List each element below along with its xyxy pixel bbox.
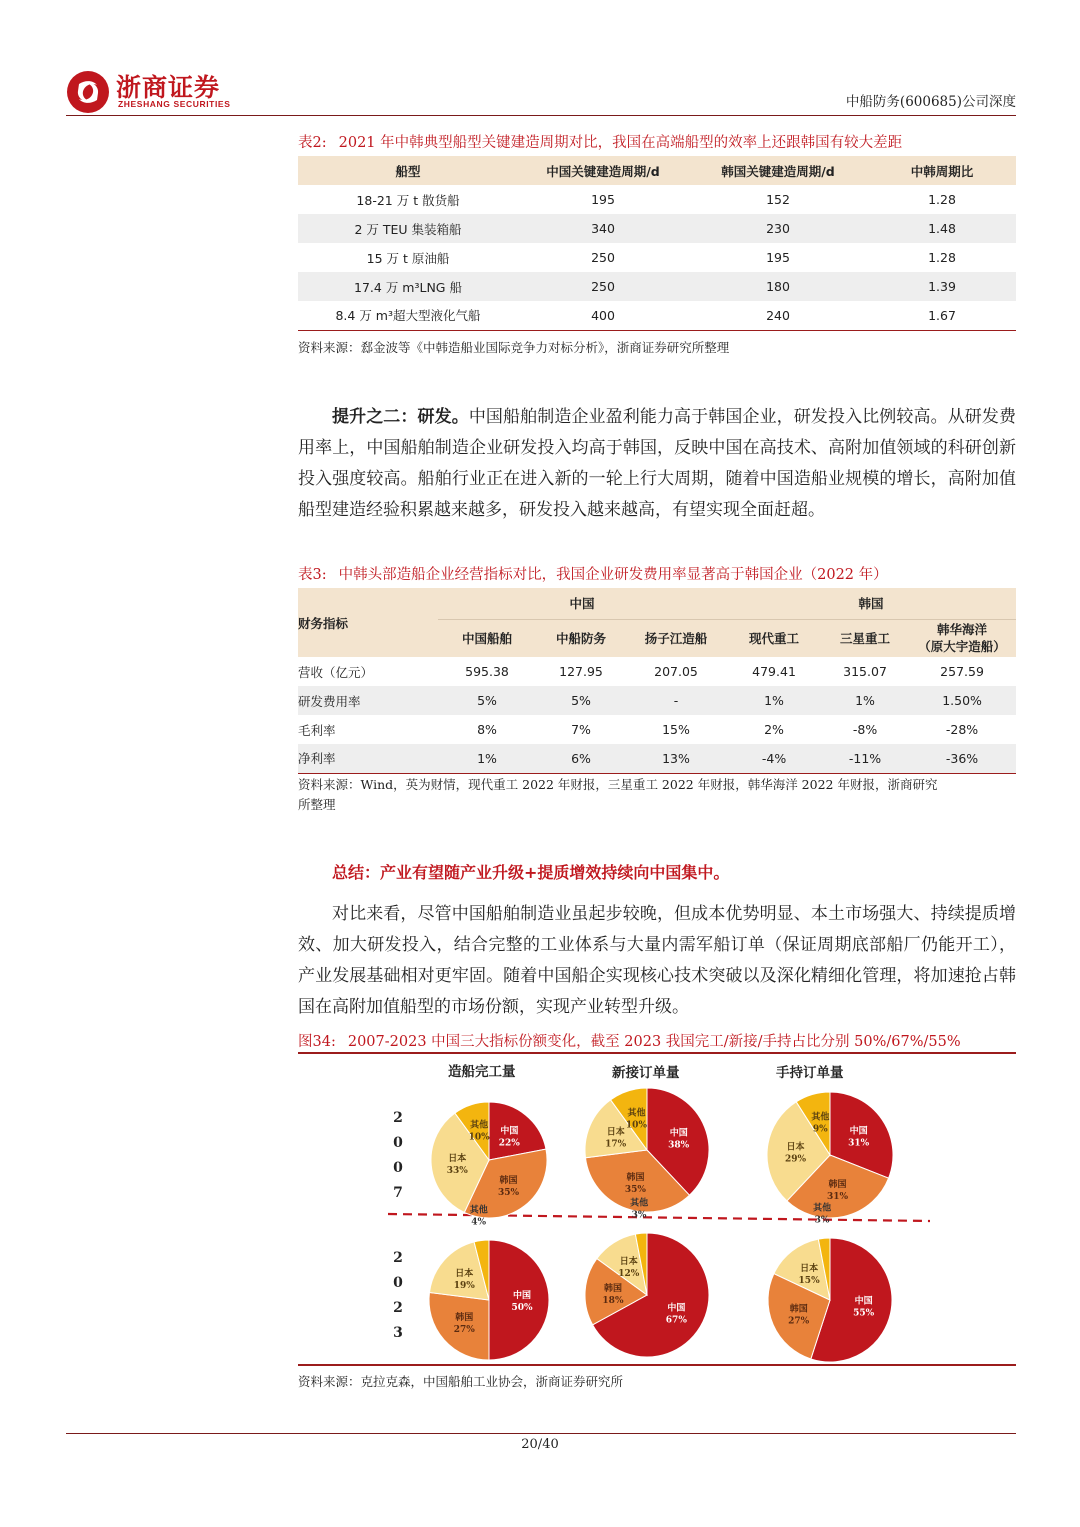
table-cell: 18-21 万 t 散货船 bbox=[356, 192, 460, 208]
source-line: 所整理 bbox=[298, 797, 336, 812]
pie-value-label: 35% bbox=[624, 1185, 646, 1196]
table-cell: 研发费用率 bbox=[298, 693, 361, 709]
pie-label: 韩国 bbox=[626, 1173, 645, 1184]
pie-label: 其他 bbox=[811, 1112, 830, 1123]
logo-text: 浙商证券 bbox=[116, 73, 221, 102]
table3-caption-number: 表3: bbox=[298, 567, 327, 583]
table-cell: 1.28 bbox=[928, 192, 956, 207]
pie-value-label: 27% bbox=[788, 1316, 810, 1327]
column-header: 扬子江造船 bbox=[644, 630, 708, 646]
table-cell: 257.59 bbox=[940, 664, 984, 679]
table-cell: 1.67 bbox=[928, 307, 956, 323]
column-header: 三星重工 bbox=[840, 630, 891, 646]
summary-paragraph: 对比来看，尽管中国船舶制造业虽起步较晚，但成本优势明显、本土市场强大、持续提质增效、加大研发投入，结合完整的工业体系与大量内需军船订单（保证周期底部船厂仍能开工），产业发展基础相对更牢固。随着中国船企实现核心技术突破以及深化精细化管理，将加速抢占韩国在高附加值船型的市场份额，实现产业转型升级。 bbox=[298, 904, 1016, 1017]
rd-text: 中国船舶制造企业盈利能力高于韩国企业，研发投入比例较高。从研发费用率上，中国船舶制造企业研发投入均高于韩国，反映中国在高技术、高附加值领域的科研创新投入强度较高。船舶行业正在进入新的一轮上行大周期，随着中国造船业规模的增长，高附加值船型建造经验积累越来越多，研发投入越来越高，有望实现全面赶超。 bbox=[298, 407, 1017, 520]
pie-label: 韩国 bbox=[828, 1179, 847, 1190]
pie-label: 中国 bbox=[500, 1126, 519, 1137]
pie-value-label: 10% bbox=[468, 1132, 490, 1143]
pie-value-label: 17% bbox=[605, 1139, 627, 1150]
pie-label: 日本 bbox=[800, 1264, 819, 1275]
pie-value-label: 15% bbox=[798, 1276, 820, 1287]
table-cell: 17.4 万 m³LNG 船 bbox=[354, 279, 462, 295]
row-header: 财务指标 bbox=[298, 615, 349, 631]
pie-label: 中国 bbox=[854, 1296, 873, 1307]
rd-heading: 提升之二：研发。 bbox=[332, 407, 469, 427]
year-digit: 2 bbox=[393, 1110, 403, 1126]
pie-label: 日本 bbox=[619, 1257, 638, 1268]
table-cell: 15 万 t 原油船 bbox=[366, 250, 450, 266]
table3-caption-text: 中韩头部造船企业经营指标对比，我国企业研发费用率显著高于韩国企业（2022 年） bbox=[338, 567, 888, 583]
figure34-caption-number: 图34: bbox=[298, 1034, 336, 1050]
group-header-korea: 韩国 bbox=[726, 588, 1016, 619]
pie-label: 其他 bbox=[470, 1120, 489, 1131]
pie-label: 其他 bbox=[630, 1198, 649, 1209]
pie-label: 韩国 bbox=[789, 1304, 808, 1315]
pie-label: 韩国 bbox=[603, 1283, 622, 1294]
table-cell: 1% bbox=[855, 693, 875, 708]
pie-label: 韩国 bbox=[455, 1312, 474, 1323]
table-cell: 152 bbox=[766, 192, 790, 207]
year-digit: 0 bbox=[393, 1135, 403, 1151]
table-cell: 250 bbox=[591, 250, 615, 265]
table-cell: 1.39 bbox=[928, 279, 956, 294]
report-title: 中船防务(600685)公司深度 bbox=[845, 94, 1016, 110]
pie-value-label: 10% bbox=[625, 1120, 648, 1131]
figure-bottom-divider bbox=[298, 1364, 1016, 1366]
pie-column-title: 新接订单量 bbox=[612, 1065, 680, 1081]
pie-label: 中国 bbox=[849, 1126, 868, 1137]
table-cell: -11% bbox=[848, 750, 882, 766]
table-cell: 净利率 bbox=[298, 751, 336, 767]
pie-column-title: 造船完工量 bbox=[448, 1064, 516, 1080]
group-header-china: 中国 bbox=[438, 588, 726, 619]
table-cell: -8% bbox=[852, 722, 878, 737]
pie-value-label: 18% bbox=[602, 1295, 624, 1306]
table-cell: 1% bbox=[477, 750, 497, 766]
table-cell: 195 bbox=[591, 192, 615, 207]
table-cell: 13% bbox=[662, 750, 690, 766]
pie-value-label: 3% bbox=[814, 1215, 830, 1226]
figure34-caption-text: 2007-2023 中国三大指标份额变化，截至 2023 我国完工/新接/手持占比分别 50%/67%/55% bbox=[347, 1034, 961, 1050]
pie-label: 日本 bbox=[455, 1269, 474, 1280]
table-cell: 毛利率 bbox=[298, 722, 336, 738]
table-cell: 15% bbox=[662, 722, 690, 737]
table-cell: 315.07 bbox=[843, 664, 887, 679]
column-header-line: （原大宇造船） bbox=[918, 639, 1006, 655]
table2-caption-number: 表2: bbox=[298, 135, 327, 151]
table-cell: -28% bbox=[945, 722, 979, 737]
table-cell: - bbox=[673, 693, 679, 708]
column-header: 船型 bbox=[395, 163, 421, 179]
table-cell: 6% bbox=[571, 750, 591, 766]
pie-value-label: 67% bbox=[665, 1315, 687, 1326]
table-cell: -4% bbox=[761, 750, 787, 766]
pie-label: 中国 bbox=[512, 1291, 532, 1301]
year-digit: 0 bbox=[393, 1160, 403, 1176]
table-cell: 1.48 bbox=[928, 221, 956, 236]
table-cell: 7% bbox=[571, 722, 591, 737]
pie-label: 中国 bbox=[669, 1128, 688, 1139]
pie-value-label: 3% bbox=[631, 1210, 647, 1221]
table-cell: 240 bbox=[766, 307, 790, 323]
table-cell: 8.4 万 m³超大型液化气船 bbox=[335, 308, 481, 324]
table-cell: 340 bbox=[591, 221, 615, 236]
source-line: 资料来源：Wind，英为财情，现代重工 2022 年财报，三星重工 2022 年财报，韩华海洋 2022 年财报，浙商研究 bbox=[298, 777, 938, 792]
figure34-source: 资料来源：克拉克森，中国船舶工业协会，浙商证券研究所 bbox=[298, 1374, 624, 1389]
pie-value-label: 38% bbox=[668, 1140, 690, 1151]
pie-label: 韩国 bbox=[499, 1176, 518, 1187]
table-cell: 230 bbox=[766, 221, 790, 236]
table-cell: 1.28 bbox=[928, 250, 956, 265]
table2-source: 资料来源：郄金波等《中韩造船业国际竞争力对标分析》，浙商证券研究所整理 bbox=[298, 340, 730, 355]
pie-value-label: 50% bbox=[511, 1303, 533, 1313]
year-digit: 0 bbox=[393, 1275, 403, 1291]
pie-value-label: 31% bbox=[827, 1191, 849, 1202]
pie-label: 日本 bbox=[606, 1127, 625, 1138]
table-cell: 400 bbox=[591, 307, 615, 323]
pie-value-label: 9% bbox=[812, 1124, 828, 1135]
table-cell: 127.95 bbox=[559, 664, 603, 679]
table-cell: 195 bbox=[766, 250, 790, 265]
pie-value-label: 35% bbox=[498, 1188, 520, 1199]
column-header: 中国关键建造周期/d bbox=[546, 163, 660, 179]
pie-value-label: 4% bbox=[471, 1217, 487, 1228]
pie-value-label: 27% bbox=[453, 1324, 475, 1335]
table-cell: 207.05 bbox=[654, 664, 698, 679]
pie-value-label: 55% bbox=[853, 1308, 875, 1319]
column-header: 中船防务 bbox=[555, 630, 606, 646]
table2-caption-text: 2021 年中韩典型船型关键建造周期对比，我国在高端船型的效率上还跟韩国有较大差距 bbox=[338, 135, 903, 151]
pie-label: 其他 bbox=[469, 1205, 488, 1216]
pie-value-label: 22% bbox=[498, 1138, 520, 1149]
table-cell: 5% bbox=[571, 693, 591, 708]
summary-heading: 总结：产业有望随产业升级+提质增效持续向中国集中。 bbox=[332, 863, 730, 882]
pie-label: 日本 bbox=[786, 1142, 805, 1153]
pie-label: 中国 bbox=[667, 1303, 686, 1314]
table-cell: 2% bbox=[764, 722, 784, 737]
column-header-line: 韩华海洋 bbox=[937, 622, 988, 638]
table-cell: 595.38 bbox=[465, 664, 509, 679]
table-cell: 8% bbox=[477, 722, 497, 737]
pie-label: 其他 bbox=[813, 1203, 832, 1214]
table-cell: 营收（亿元） bbox=[298, 664, 374, 680]
pie-value-label: 33% bbox=[446, 1166, 468, 1177]
column-header: 中国船舶 bbox=[461, 630, 512, 646]
year-digit: 7 bbox=[393, 1185, 403, 1201]
year-digit: 2 bbox=[393, 1250, 403, 1266]
year-digit: 3 bbox=[393, 1325, 403, 1341]
pie-label: 日本 bbox=[448, 1154, 467, 1165]
pie-value-label: 19% bbox=[453, 1281, 475, 1292]
footer-divider bbox=[66, 1433, 1016, 1434]
pie-value-label: 31% bbox=[848, 1138, 870, 1149]
table-cell: 180 bbox=[766, 279, 790, 294]
table-cell: 250 bbox=[591, 279, 615, 294]
pie-value-label: 29% bbox=[784, 1154, 807, 1165]
table-cell: 479.41 bbox=[752, 664, 796, 679]
table-cell: 1% bbox=[764, 693, 784, 708]
pie-column-title: 手持订单量 bbox=[776, 1065, 844, 1081]
year-digit: 2 bbox=[393, 1300, 403, 1316]
pie-label: 其他 bbox=[627, 1108, 646, 1119]
logo-subtext: ZHESHANG SECURITIES bbox=[118, 99, 231, 109]
table-cell: 2 万 TEU 集装箱船 bbox=[354, 221, 462, 237]
table-cell: -36% bbox=[945, 750, 979, 766]
column-header: 现代重工 bbox=[749, 630, 800, 646]
column-header: 中韩周期比 bbox=[910, 163, 974, 179]
table-cell: 5% bbox=[477, 693, 497, 708]
page-number: 20/40 bbox=[521, 1437, 559, 1452]
column-header: 韩国关键建造周期/d bbox=[721, 163, 835, 179]
table-cell: 1.50% bbox=[942, 693, 982, 708]
pie-value-label: 12% bbox=[618, 1269, 640, 1280]
